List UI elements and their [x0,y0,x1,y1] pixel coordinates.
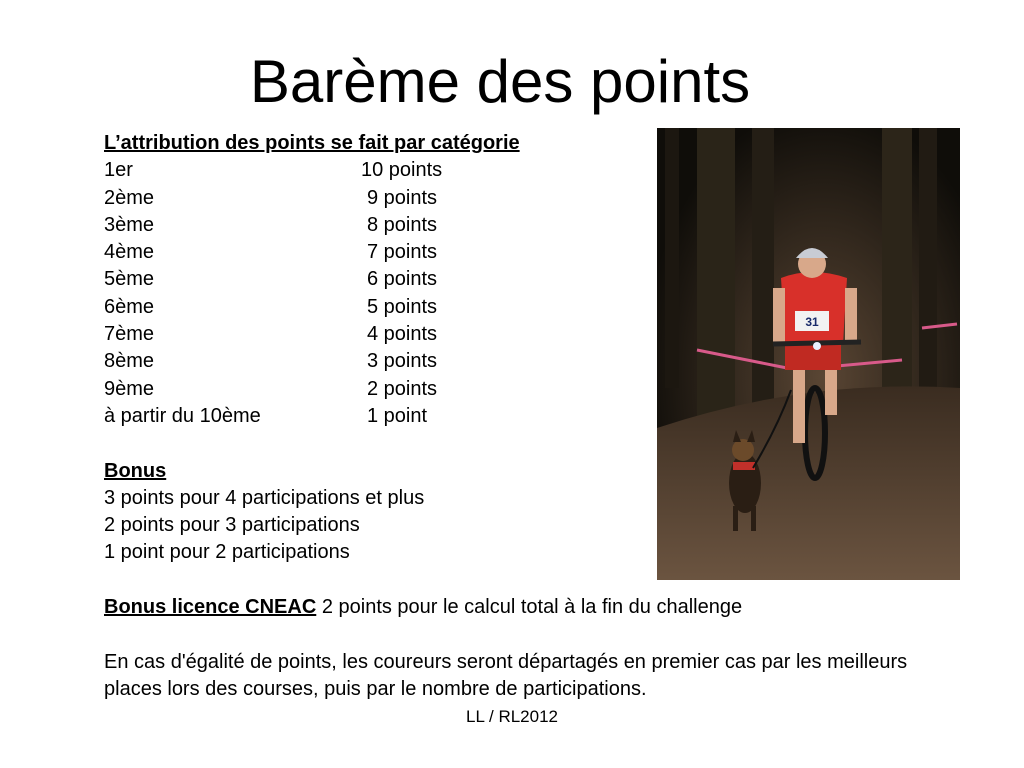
tiebreak-paragraph: En cas d'égalité de points, les coureurs seront départagés en premier cas par les meilleurs places lors des courses, puis par le nombre de participations. [104,650,908,700]
rank-place: 7ème [104,323,155,346]
rank-place: 8ème [104,350,155,373]
rank-points: 3 points [367,350,438,373]
licence-bonus-line [104,594,934,621]
rank-points: 10 points [361,159,443,182]
rank-place: 4ème [104,241,155,264]
rank-place: 9ème [104,377,155,400]
bonus-item: 2 points pour 3 participations [104,514,360,537]
bonus-item: 1 point pour 2 participations [104,541,350,564]
photo-illustration [657,128,960,580]
bonus-heading: Bonus [104,459,167,482]
rank-place: 6ème [104,295,155,318]
footer-text: LL / RL2012 [466,707,558,726]
cyclist-with-dog-photo [657,128,960,580]
ranking-heading: L’attribution des points se fait par catégorie [104,132,520,154]
rank-points: 7 points [367,241,438,264]
rank-points: 5 points [367,295,438,318]
rank-points: 8 points [367,213,438,236]
slide-title: Barème des points [249,48,751,115]
rank-points: 2 points [367,377,438,400]
rank-place: 3ème [104,213,155,236]
rank-points: 1 point [367,404,428,427]
footer-credit [0,706,1024,728]
bonus-item: 3 points pour 4 participations et plus [104,486,425,509]
licence-bonus-text: 2 points pour le calcul total à la fin du challenge [316,596,743,619]
rank-place: 5ème [104,268,155,291]
rank-place: à partir du 10ème [104,404,261,427]
bib-number: 31 [805,315,819,329]
rank-place: 2ème [104,186,155,209]
rank-points: 4 points [367,323,438,346]
rank-place: 1er [104,159,133,182]
licence-bonus-heading: Bonus licence CNEAC [104,596,317,619]
rank-points: 9 points [367,186,438,209]
spacer [104,621,934,648]
rank-points: 6 points [367,268,438,291]
